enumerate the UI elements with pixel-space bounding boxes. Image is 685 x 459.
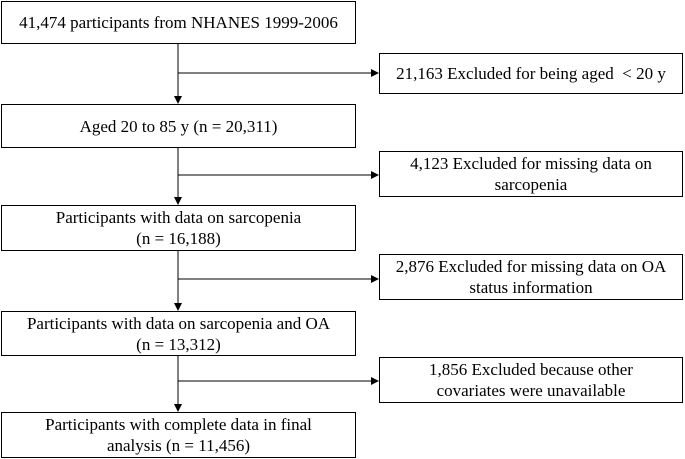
main-box-2-line-1: Aged 20 to 85 y (n = 20,311) — [79, 116, 278, 136]
exclusion-box-2-line-2: sarcopenia — [494, 175, 568, 194]
main-box-4-line-1: Participants with data on sarcopenia and OA — [26, 313, 331, 333]
main-box-5-line-1: Participants with complete data in final — [45, 415, 312, 434]
exclusion-box-2-line-1: 4,123 Excluded for missing data on — [410, 154, 652, 173]
main-box-1 — [1, 1, 356, 44]
exclusion-box-4-line-1: 1,856 Excluded because other — [429, 360, 633, 379]
main-box-3-line-1: Participants with data on sarcopenia — [55, 208, 302, 227]
main-box-3 — [1, 205, 356, 251]
main-box-4 — [1, 311, 356, 356]
exclusion-box-3-line-1: 2,876 Excluded for missing data on OA — [395, 257, 667, 276]
exclusion-box-3 — [379, 254, 683, 300]
exclusion-box-2 — [379, 151, 683, 197]
main-box-1-line-1: 41,474 participants from NHANES 1999-2006 — [19, 13, 338, 32]
main-box-2 — [1, 104, 356, 148]
main-box-5 — [1, 412, 356, 458]
exclusion-box-1 — [379, 53, 683, 94]
exclusion-box-3-line-2: status information — [469, 278, 593, 297]
main-box-3-line-2: (n = 16,188) — [136, 229, 221, 248]
exclusion-box-4 — [379, 357, 683, 403]
exclusion-box-1-line-1: 21,163 Excluded for being aged < 20 y — [396, 64, 666, 83]
exclusion-box-4-line-2: covariates were unavailable — [436, 381, 626, 400]
main-box-5-line-2: analysis (n = 11,456) — [106, 436, 251, 455]
main-box-4-line-2: (n = 13,312) — [136, 334, 221, 354]
